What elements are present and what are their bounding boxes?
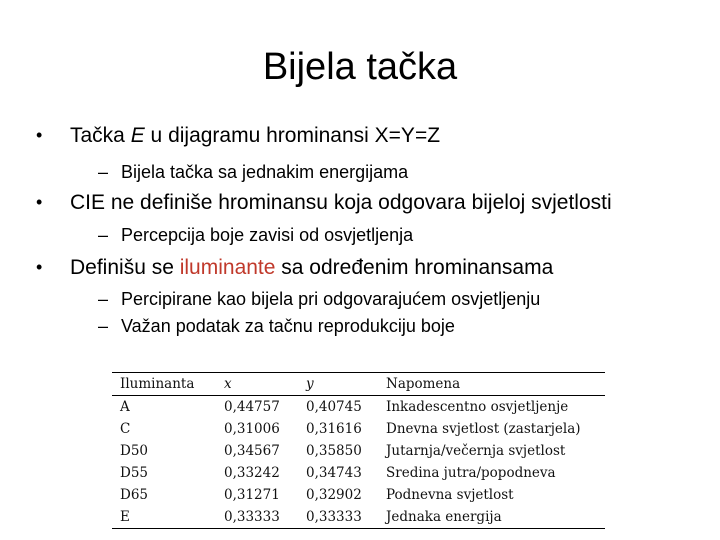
bullet-1-text-em: E — [130, 124, 145, 147]
slide-content — [36, 124, 686, 337]
bullet-1-sub-1-text: Bijela tačka sa jednakim energijama — [121, 162, 409, 182]
cell-illuminant: D50 — [120, 443, 149, 459]
bullet-2-text: CIE ne definiše hrominansu koja odgovara bijeloj svjetlosti — [70, 191, 612, 214]
bullet-glyph: • — [36, 192, 43, 212]
cell-y: 0,40745 — [306, 399, 362, 415]
cell-note: Jutarnja/večernja svjetlost — [386, 443, 566, 459]
bullet-glyph: • — [36, 257, 43, 277]
table-header-row — [112, 373, 605, 396]
header-note: Napomena — [386, 376, 461, 392]
cell-note: Dnevna svjetlost (zastarjela) — [386, 421, 581, 437]
slide-title: Bijela tačka — [262, 46, 458, 88]
dash-glyph: – — [98, 162, 109, 182]
cell-illuminant: D65 — [120, 487, 149, 503]
cell-x: 0,44757 — [224, 399, 280, 415]
cell-note: Jednaka energija — [386, 509, 502, 525]
cell-illuminant: C — [120, 421, 131, 437]
bullet-3-sub-2-text: Važan podatak za tačnu reprodukciju boje — [121, 316, 455, 336]
bullet-3 — [36, 256, 686, 279]
table-row — [112, 418, 605, 440]
cell-y: 0,34743 — [306, 465, 362, 481]
bullet-1-text-pre: Tačka — [70, 124, 131, 147]
header-x: x — [224, 376, 232, 392]
bullet-1-text-post: u dijagramu hrominansi X=Y=Z — [144, 124, 441, 147]
bullet-1-sub-1 — [36, 161, 686, 183]
cell-x: 0,33242 — [224, 465, 280, 481]
cell-note: Inkadescentno osvjetljenje — [386, 399, 569, 415]
header-y: y — [306, 376, 314, 392]
cell-illuminant: D55 — [120, 465, 149, 481]
bullet-3-highlight: iluminante — [179, 256, 276, 279]
illuminant-table — [112, 372, 605, 529]
bullet-2-sub-1 — [36, 224, 686, 246]
cell-x: 0,33333 — [224, 509, 280, 525]
cell-x: 0,31006 — [224, 421, 280, 437]
bullet-3-text-pre: Definišu se — [70, 256, 180, 279]
bullet-3-sub-1 — [36, 288, 686, 310]
table-row — [112, 506, 605, 529]
header-illuminant: Iluminanta — [120, 376, 195, 392]
bullet-glyph: • — [36, 125, 43, 145]
cell-x: 0,34567 — [224, 443, 280, 459]
cell-y: 0,32902 — [306, 487, 362, 503]
cell-y: 0,35850 — [306, 443, 362, 459]
cell-y: 0,33333 — [306, 509, 362, 525]
cell-note: Sredina jutra/popodneva — [386, 465, 556, 481]
dash-glyph: – — [98, 289, 109, 309]
bullet-3-sub-1-text: Percipirane kao bijela pri odgovarajućem osvjetljenju — [121, 289, 541, 309]
dash-glyph: – — [98, 316, 109, 336]
illuminant-table-wrap — [112, 372, 605, 529]
cell-y: 0,31616 — [306, 421, 362, 437]
bullet-3-sub-2 — [36, 315, 686, 337]
cell-illuminant: A — [120, 399, 130, 415]
table-row — [112, 396, 605, 419]
bullet-2-sub-1-text: Percepcija boje zavisi od osvjetljenja — [121, 225, 414, 245]
cell-x: 0,31271 — [224, 487, 280, 503]
bullet-1 — [36, 124, 686, 147]
table-row — [112, 440, 605, 462]
table-row — [112, 462, 605, 484]
dash-glyph: – — [98, 225, 109, 245]
cell-illuminant: E — [120, 509, 130, 525]
table-row — [112, 484, 605, 506]
cell-note: Podnevna svjetlost — [386, 487, 514, 503]
bullet-3-text-post: sa određenim hrominansama — [275, 256, 554, 279]
bullet-2 — [36, 191, 686, 214]
